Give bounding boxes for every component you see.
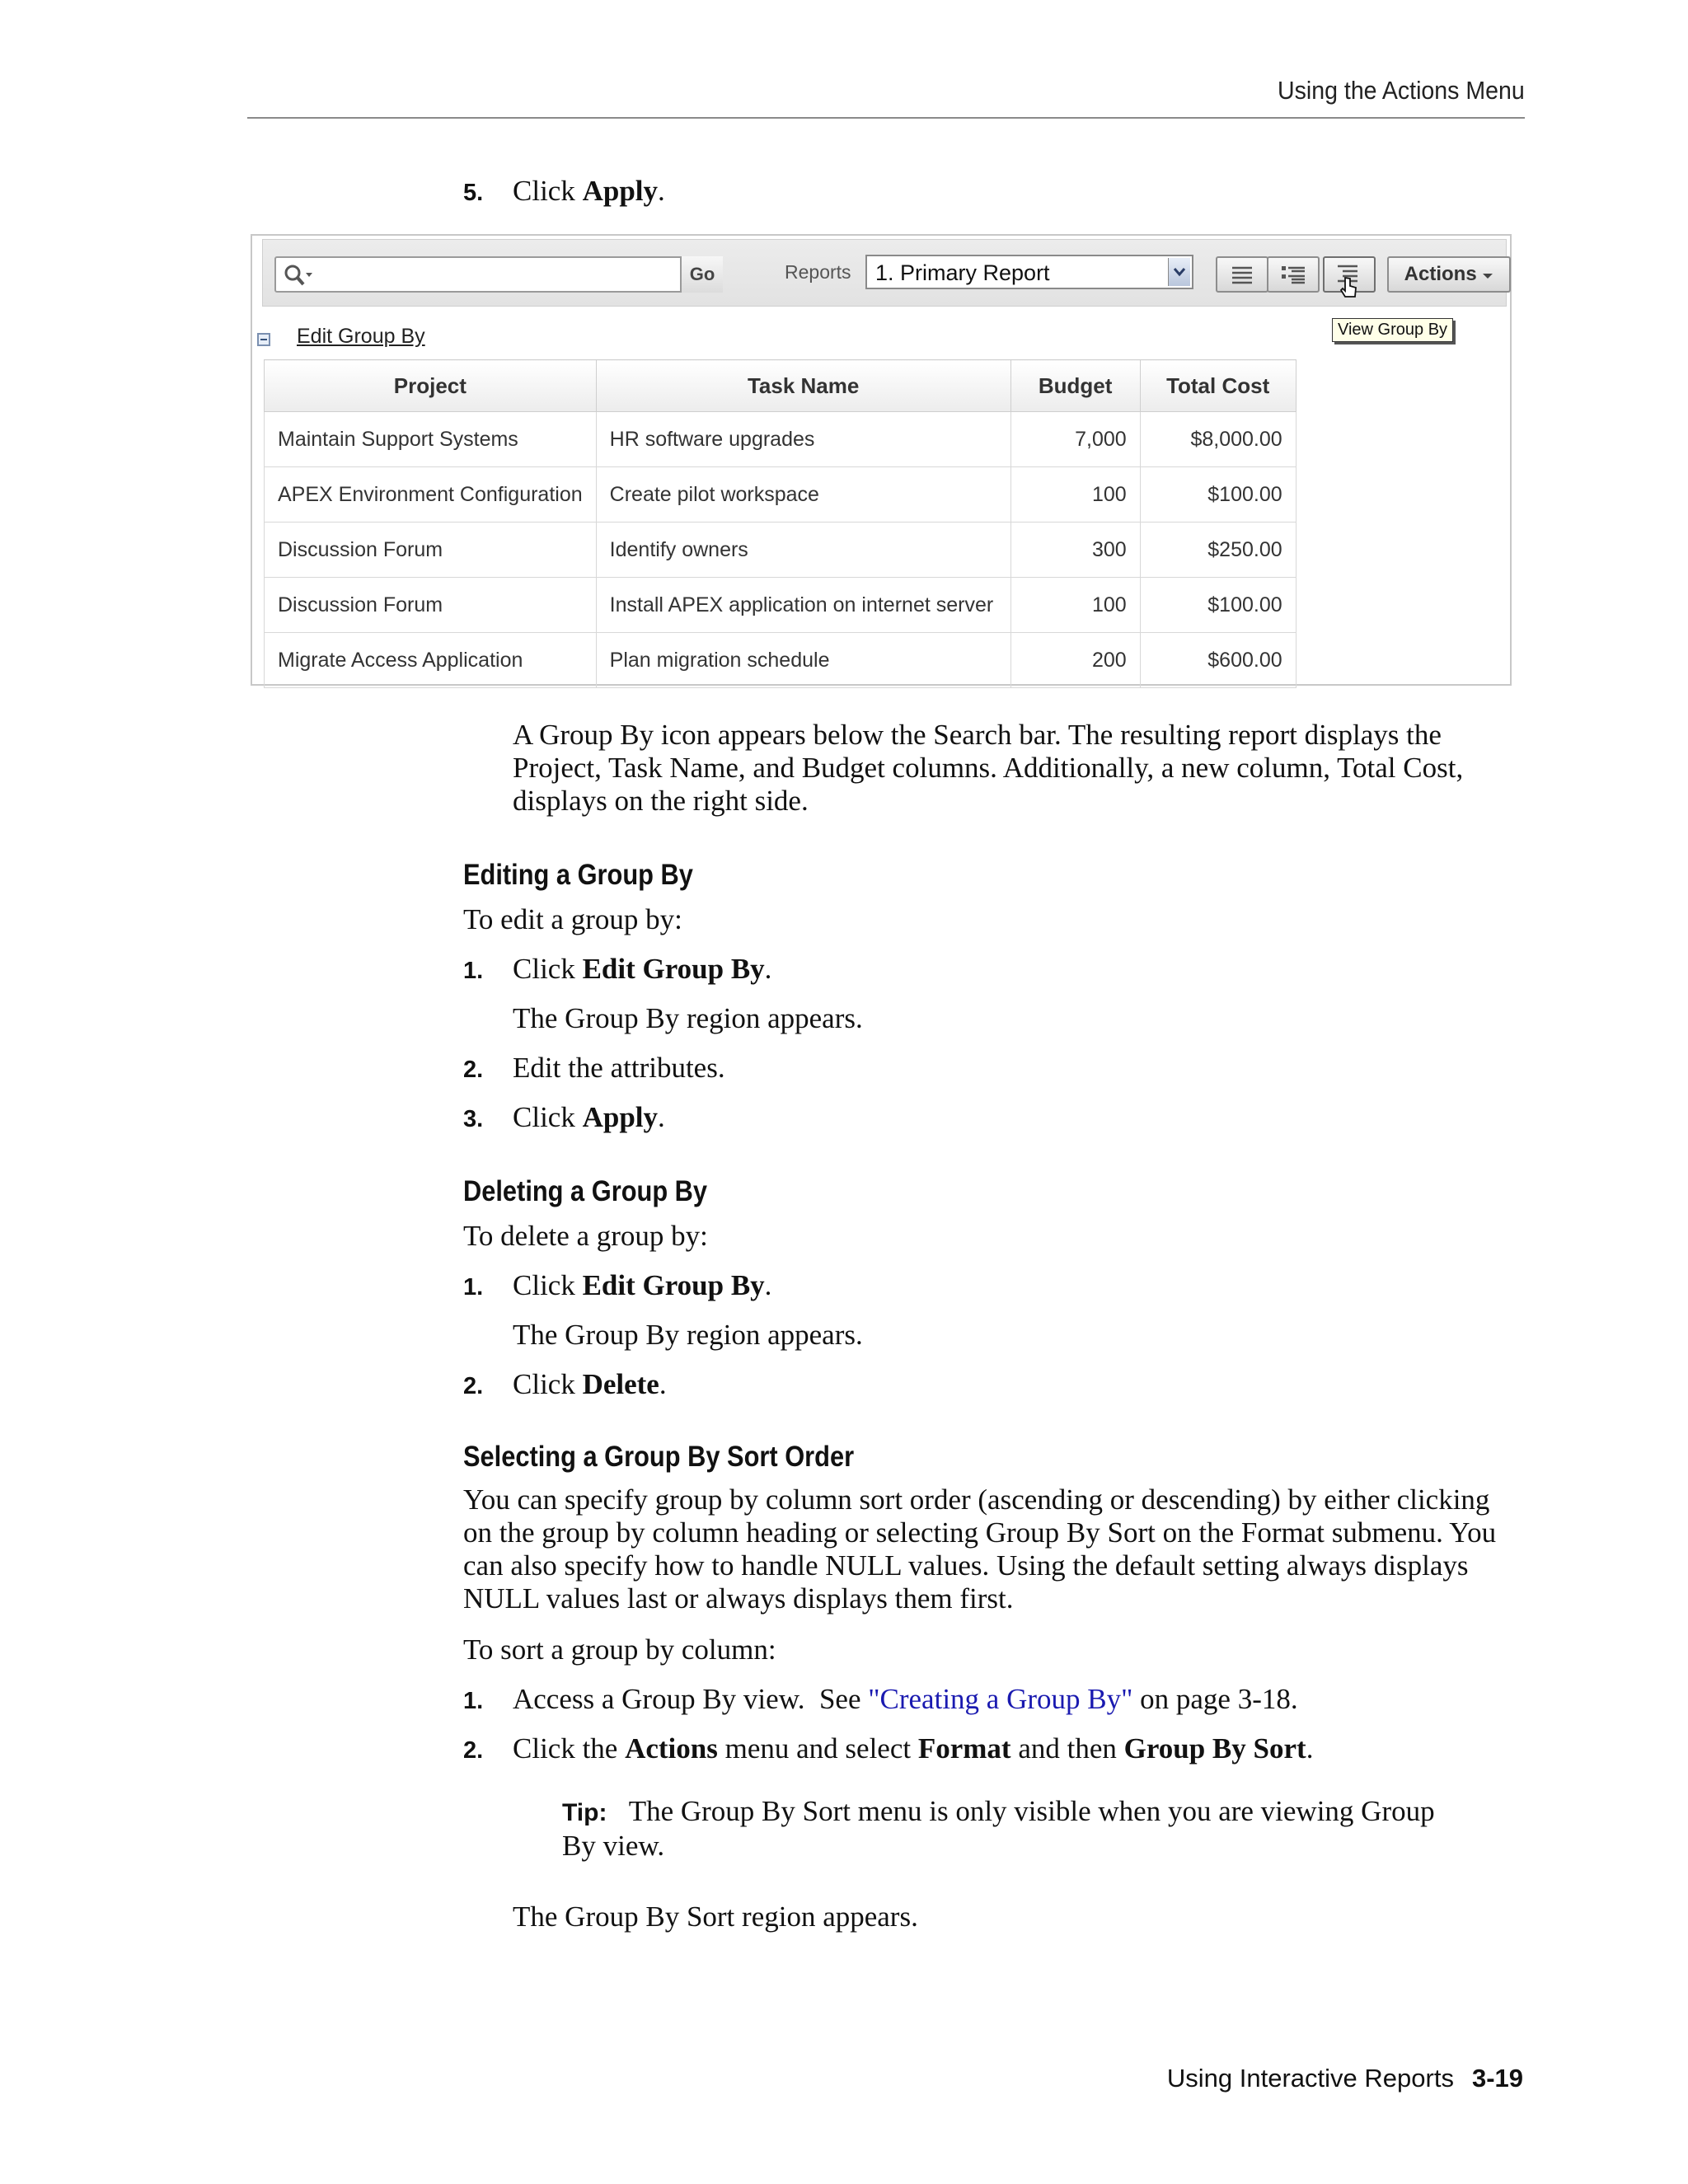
sorting-paragraph: You can specify group by column sort order (ascending or descending) by either clicking on the group by column heading or selecting Group By Sort on the Format submenu. You can also specify how to handle NULL values. Using the default setting always displays NULL values last or always displays them first. — [463, 1483, 1497, 1615]
cell-total-cost: $100.00 — [1140, 467, 1296, 523]
editing-lead: To edit a group by: — [463, 903, 682, 935]
step-number: 1. — [463, 1274, 484, 1301]
cell-budget: 300 — [1010, 523, 1140, 578]
view-report-button[interactable] — [1216, 256, 1268, 293]
cell-task-name: Install APEX application on internet server — [596, 578, 1010, 633]
table-row — [265, 412, 1296, 467]
report-screenshot — [251, 234, 1512, 686]
cell-budget: 100 — [1010, 467, 1140, 523]
cell-budget: 100 — [1010, 578, 1140, 633]
deleting-heading: Deleting a Group By — [463, 1175, 708, 1207]
step-text: Click Apply. — [513, 175, 665, 207]
reports-select-value: 1. Primary Report — [875, 260, 1050, 285]
footer-title: Using Interactive Reports — [1166, 2064, 1454, 2093]
go-button[interactable]: Go — [680, 256, 723, 293]
page-number: 3-19 — [1471, 2064, 1523, 2093]
view-group-by-button[interactable] — [1323, 256, 1376, 293]
column-header[interactable]: Total Cost — [1140, 360, 1296, 412]
column-header[interactable]: Budget — [1010, 360, 1140, 412]
search-box[interactable] — [274, 256, 720, 293]
list-view-icon — [1217, 258, 1267, 291]
step-number: 1. — [463, 958, 484, 984]
step-number: 3. — [463, 1106, 484, 1132]
cell-project: Discussion Forum — [265, 578, 597, 633]
tip-text: The Group By Sort menu is only visible when you are viewing Group By view. — [562, 1795, 1435, 1862]
step-text: Access a Group By view. See "Creating a Group By" on page 3-18. — [513, 1683, 1298, 1715]
cell-project: Migrate Access Application — [265, 633, 597, 688]
cell-task-name: Create pilot workspace — [596, 467, 1010, 523]
step-number: 2. — [463, 1057, 484, 1083]
cell-task-name: Plan migration schedule — [596, 633, 1010, 688]
collapse-icon[interactable] — [257, 333, 270, 346]
cell-task-name: Identify owners — [596, 523, 1010, 578]
step-text: Click Delete. — [513, 1368, 667, 1400]
intro-paragraph: A Group By icon appears below the Search bar. The resulting report displays the Project, Task Name, and Budget columns. Additionally, a new column, Total Cost, displays on the right side. — [513, 719, 1464, 817]
table-row — [265, 633, 1296, 688]
table-header-row — [265, 360, 1296, 412]
search-icon[interactable] — [283, 263, 316, 288]
cell-budget: 7,000 — [1010, 412, 1140, 467]
step-result: The Group By Sort region appears. — [513, 1900, 918, 1933]
step-text: Click the Actions menu and select Format and then Group By Sort. — [513, 1732, 1314, 1765]
caret-down-icon — [1482, 272, 1493, 280]
table-row — [265, 467, 1296, 523]
view-group-by-tooltip: View Group By — [1332, 318, 1453, 342]
table-row — [265, 578, 1296, 633]
sorting-heading: Selecting a Group By Sort Order — [463, 1441, 855, 1473]
actions-button[interactable] — [1387, 256, 1511, 293]
editing-heading: Editing a Group By — [463, 859, 693, 891]
group-by-report-table — [264, 359, 1296, 688]
sorting-lead: To sort a group by column: — [463, 1633, 776, 1666]
cell-total-cost: $600.00 — [1140, 633, 1296, 688]
cell-budget: 200 — [1010, 633, 1140, 688]
cell-project: Maintain Support Systems — [265, 412, 597, 467]
tip-note — [562, 1795, 1436, 1863]
column-header[interactable]: Project — [265, 360, 597, 412]
page-footer — [1167, 2064, 1523, 2093]
running-header — [247, 76, 1525, 119]
cell-project: APEX Environment Configuration — [265, 467, 597, 523]
step-number: 2. — [463, 1373, 484, 1399]
running-header-title: Using the Actions Menu — [1278, 76, 1525, 105]
cell-total-cost: $250.00 — [1140, 523, 1296, 578]
reports-select[interactable] — [865, 255, 1193, 289]
cell-total-cost: $8,000.00 — [1140, 412, 1296, 467]
step-text: Click Apply. — [513, 1101, 665, 1133]
view-detail-button[interactable] — [1267, 256, 1320, 293]
step-number: 1. — [463, 1688, 484, 1714]
table-row — [265, 523, 1296, 578]
reports-label: Reports — [785, 261, 851, 283]
cell-task-name: HR software upgrades — [596, 412, 1010, 467]
actions-button-label: Actions — [1404, 263, 1477, 285]
search-toolbar — [262, 239, 1507, 307]
step-text: Click Edit Group By. — [513, 953, 772, 985]
step-number: 5. — [463, 180, 484, 206]
step-text: Click Edit Group By. — [513, 1269, 772, 1301]
chevron-down-icon[interactable] — [1168, 258, 1190, 286]
creating-group-by-link[interactable]: "Creating a Group By" — [868, 1683, 1133, 1715]
group-by-icon — [1325, 258, 1374, 304]
column-header[interactable]: Task Name — [596, 360, 1010, 412]
cell-project: Discussion Forum — [265, 523, 597, 578]
step-result: The Group By region appears. — [513, 1319, 863, 1351]
step-result: The Group By region appears. — [513, 1002, 863, 1034]
detail-view-icon — [1268, 258, 1318, 291]
cell-total-cost: $100.00 — [1140, 578, 1296, 633]
tip-label: Tip: — [562, 1799, 607, 1826]
edit-group-by-link[interactable]: Edit Group By — [297, 325, 425, 348]
step-number: 2. — [463, 1737, 484, 1764]
step-text: Edit the attributes. — [513, 1052, 725, 1084]
deleting-lead: To delete a group by: — [463, 1220, 708, 1252]
